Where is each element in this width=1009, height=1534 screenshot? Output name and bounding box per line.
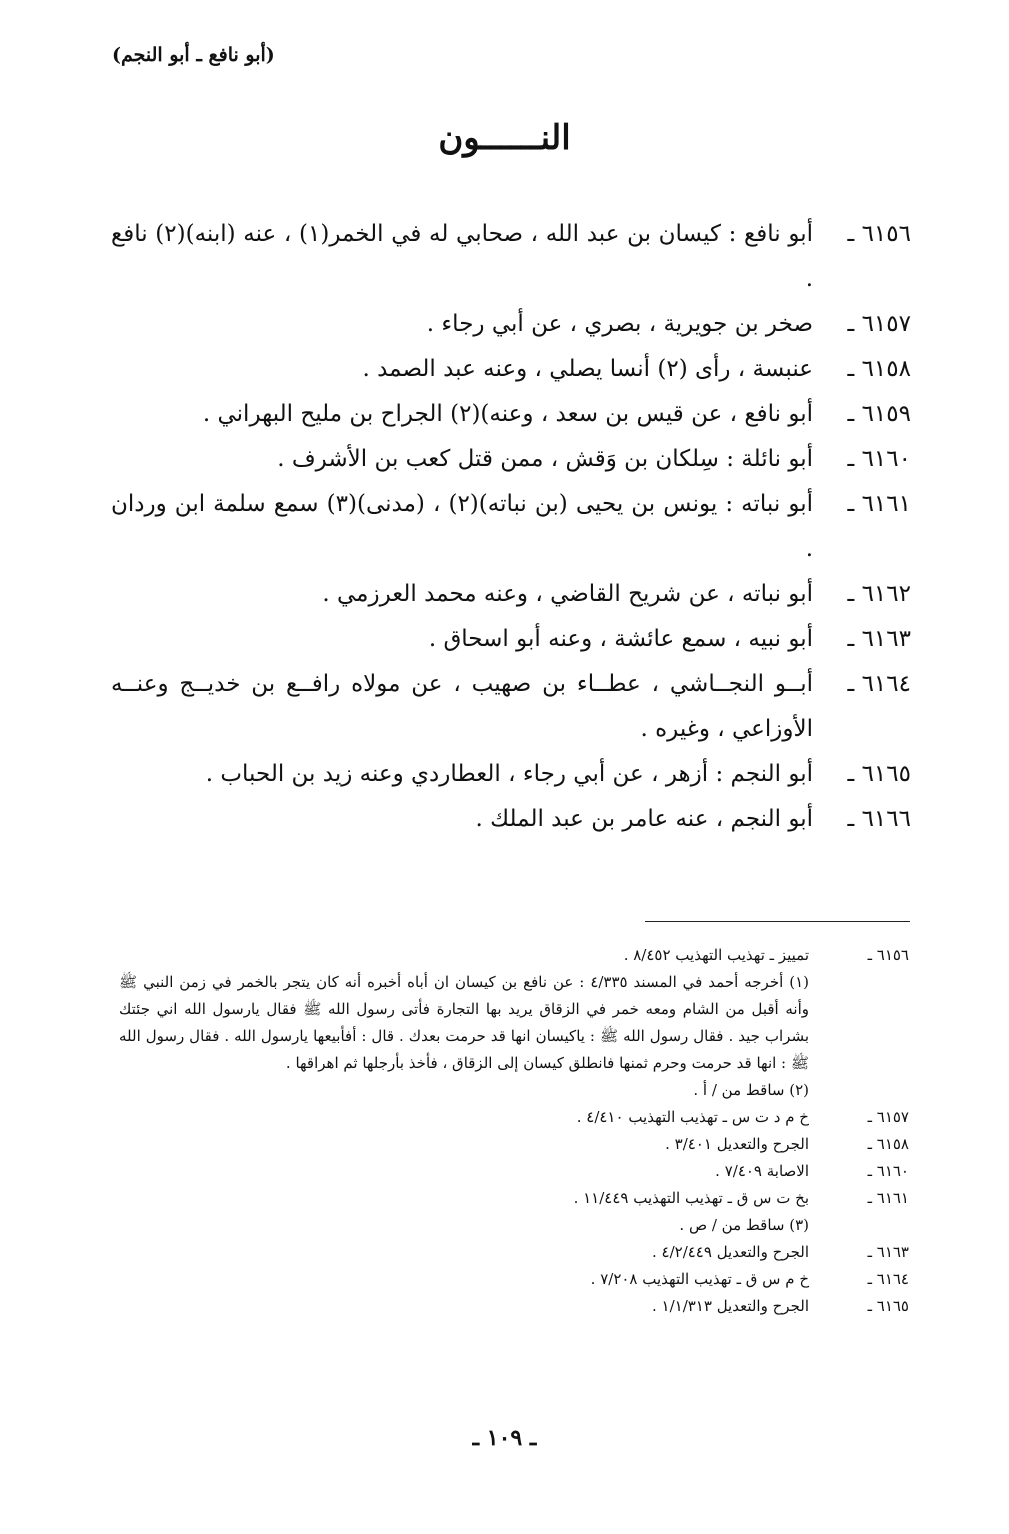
footnote — [119, 1185, 909, 1212]
footnote-text: خ م د ت س ـ تهذيب التهذيب ٤/٤١٠ . — [576, 1108, 809, 1126]
entry — [111, 347, 911, 392]
footnote-number — [809, 969, 909, 1077]
entry-text: صخر بن جويرية ، بصري ، عن أبي رجاء . — [426, 311, 813, 337]
entry — [111, 212, 911, 302]
entry-number: ٦١٦٥ ـ — [847, 761, 911, 787]
entry-text: أبو نافع ، عن قيس بن سعد ، وعنه)(٢) الجراح بن مليح البهراني . — [202, 401, 813, 427]
entry — [111, 437, 911, 482]
entry-text: أبــو النجــاشي ، عطــاء بن صهيب ، عن مولاه رافــع بن خديــج وعنــه الأوزاعي ، وغيره . — [111, 671, 813, 742]
entry-number: ٦١٦٣ ـ — [847, 626, 911, 652]
footnote-number: ٦١٥٧ ـ — [867, 1108, 909, 1126]
footnote — [119, 1293, 909, 1320]
entry-text: أبو نباته : يونس بن يحيى (بن نباته)(٢) ، (مدنى)(٣) سمع سلمة ابن وردان . — [111, 491, 814, 562]
entry — [111, 617, 911, 662]
entry — [111, 392, 911, 437]
footnote — [119, 1212, 909, 1239]
footnote — [119, 942, 909, 969]
entry-text: أبو نبيه ، سمع عائشة ، وعنه أبو اسحاق . — [428, 626, 813, 652]
footnote-divider — [645, 921, 910, 922]
entry-text: أبو نباته ، عن شريح القاضي ، وعنه محمد العرزمي . — [322, 581, 813, 607]
footnote-number: ٦١٦٥ ـ — [867, 1297, 909, 1315]
footnote — [119, 1131, 909, 1158]
page-number: ـ ١٠٩ ـ — [472, 1425, 537, 1451]
footnote-text: (١) أخرجه أحمد في المسند ٤/٣٣٥ : عن نافع بن كيسان ان أباه أخبره أنه كان يتجر بالخمر في زمن النبي ﷺ وأنه أقبل من الشام ومعه خمر في الزقاق يريد بها التجارة فأتى رسول الله ﷺ فقال يارسول الله اني جئتك بشراب جيد . فقال رسول الله ﷺ : ياكيسان انها قد حرمت بعدك . قال : أفأبيعها يارسول الله . فقال رسول الله ﷺ : انها قد حرمت وحرم ثمنها فانطلق كيسان إلى الزقاق ، فأخذ بأرجلها ثم اهراقها . — [119, 973, 809, 1072]
footnote-number: ٦١٥٨ ـ — [867, 1135, 909, 1153]
footnote — [119, 1158, 909, 1185]
footnote — [119, 1077, 909, 1104]
footnote — [119, 1266, 909, 1293]
footnote — [119, 1239, 909, 1266]
footnote-text: الجرح والتعديل ١/١/٣١٣ . — [651, 1297, 809, 1315]
entry — [111, 662, 911, 752]
entry-number: ٦١٥٧ ـ — [847, 311, 911, 337]
section-title: النــــــون — [438, 118, 571, 158]
entry-number: ٦١٥٨ ـ — [847, 356, 911, 382]
footnote-text: (٣) ساقط من / ص . — [679, 1216, 809, 1234]
entry-text: أبو النجم ، عنه عامر بن عبد الملك . — [475, 806, 813, 832]
footnote-number — [809, 1077, 909, 1104]
footnote-text: خ م س ق ـ تهذيب التهذيب ٧/٢٠٨ . — [590, 1270, 809, 1288]
entry — [111, 752, 911, 797]
footnote-number: ٦١٦١ ـ — [867, 1189, 909, 1207]
entries-list — [111, 212, 911, 842]
entry — [111, 482, 911, 572]
entry-number: ٦١٥٦ ـ — [847, 221, 911, 247]
entry — [111, 572, 911, 617]
footnote-number: ٦١٥٦ ـ — [867, 946, 909, 964]
footnotes-list — [119, 942, 909, 1320]
entry-number: ٦١٦٠ ـ — [847, 446, 911, 472]
footnote-number — [809, 1212, 909, 1239]
footnote-text: الجرح والتعديل ٤/٢/٤٤٩ . — [651, 1243, 809, 1261]
footnote-text: (٢) ساقط من / أ . — [693, 1081, 809, 1099]
entry-number: ٦١٥٩ ـ — [847, 401, 911, 427]
entry-number: ٦١٦١ ـ — [847, 491, 911, 517]
footnote-text: الاصابة ٧/٤٠٩ . — [715, 1162, 809, 1180]
footnote-text: الجرح والتعديل ٣/٤٠١ . — [665, 1135, 809, 1153]
entry — [111, 302, 911, 347]
footnote-number: ٦١٦٠ ـ — [867, 1162, 909, 1180]
entry-number: ٦١٦٤ ـ — [847, 671, 911, 697]
entry-text: أبو نافع : كيسان بن عبد الله ، صحابي له في الخمر(١) ، عنه (ابنه)(٢) نافع . — [111, 221, 813, 292]
footnote — [119, 1104, 909, 1131]
entry-text: أبو النجم : أزهر ، عن أبي رجاء ، العطاردي وعنه زيد بن الحباب . — [205, 761, 813, 787]
footnote — [119, 969, 909, 1077]
entry-number: ٦١٦٢ ـ — [847, 581, 911, 607]
entry-number: ٦١٦٦ ـ — [847, 806, 911, 832]
footnote-number: ٦١٦٣ ـ — [867, 1243, 909, 1261]
entry — [111, 797, 911, 842]
running-header: (أبو نافع ـ أبو النجم) — [112, 44, 275, 66]
footnote-text: تمييز ـ تهذيب التهذيب ٨/٤٥٢ . — [623, 946, 809, 964]
entry-text: عنبسة ، رأى (٢) أنسا يصلي ، وعنه عبد الصمد . — [362, 356, 813, 382]
footnote-text: بخ ت س ق ـ تهذيب التهذيب ١١/٤٤٩ . — [573, 1189, 809, 1207]
entry-text: أبو نائلة : سِلكان بن وَقش ، ممن قتل كعب بن الأشرف . — [277, 446, 813, 472]
footnote-number: ٦١٦٤ ـ — [867, 1270, 909, 1288]
